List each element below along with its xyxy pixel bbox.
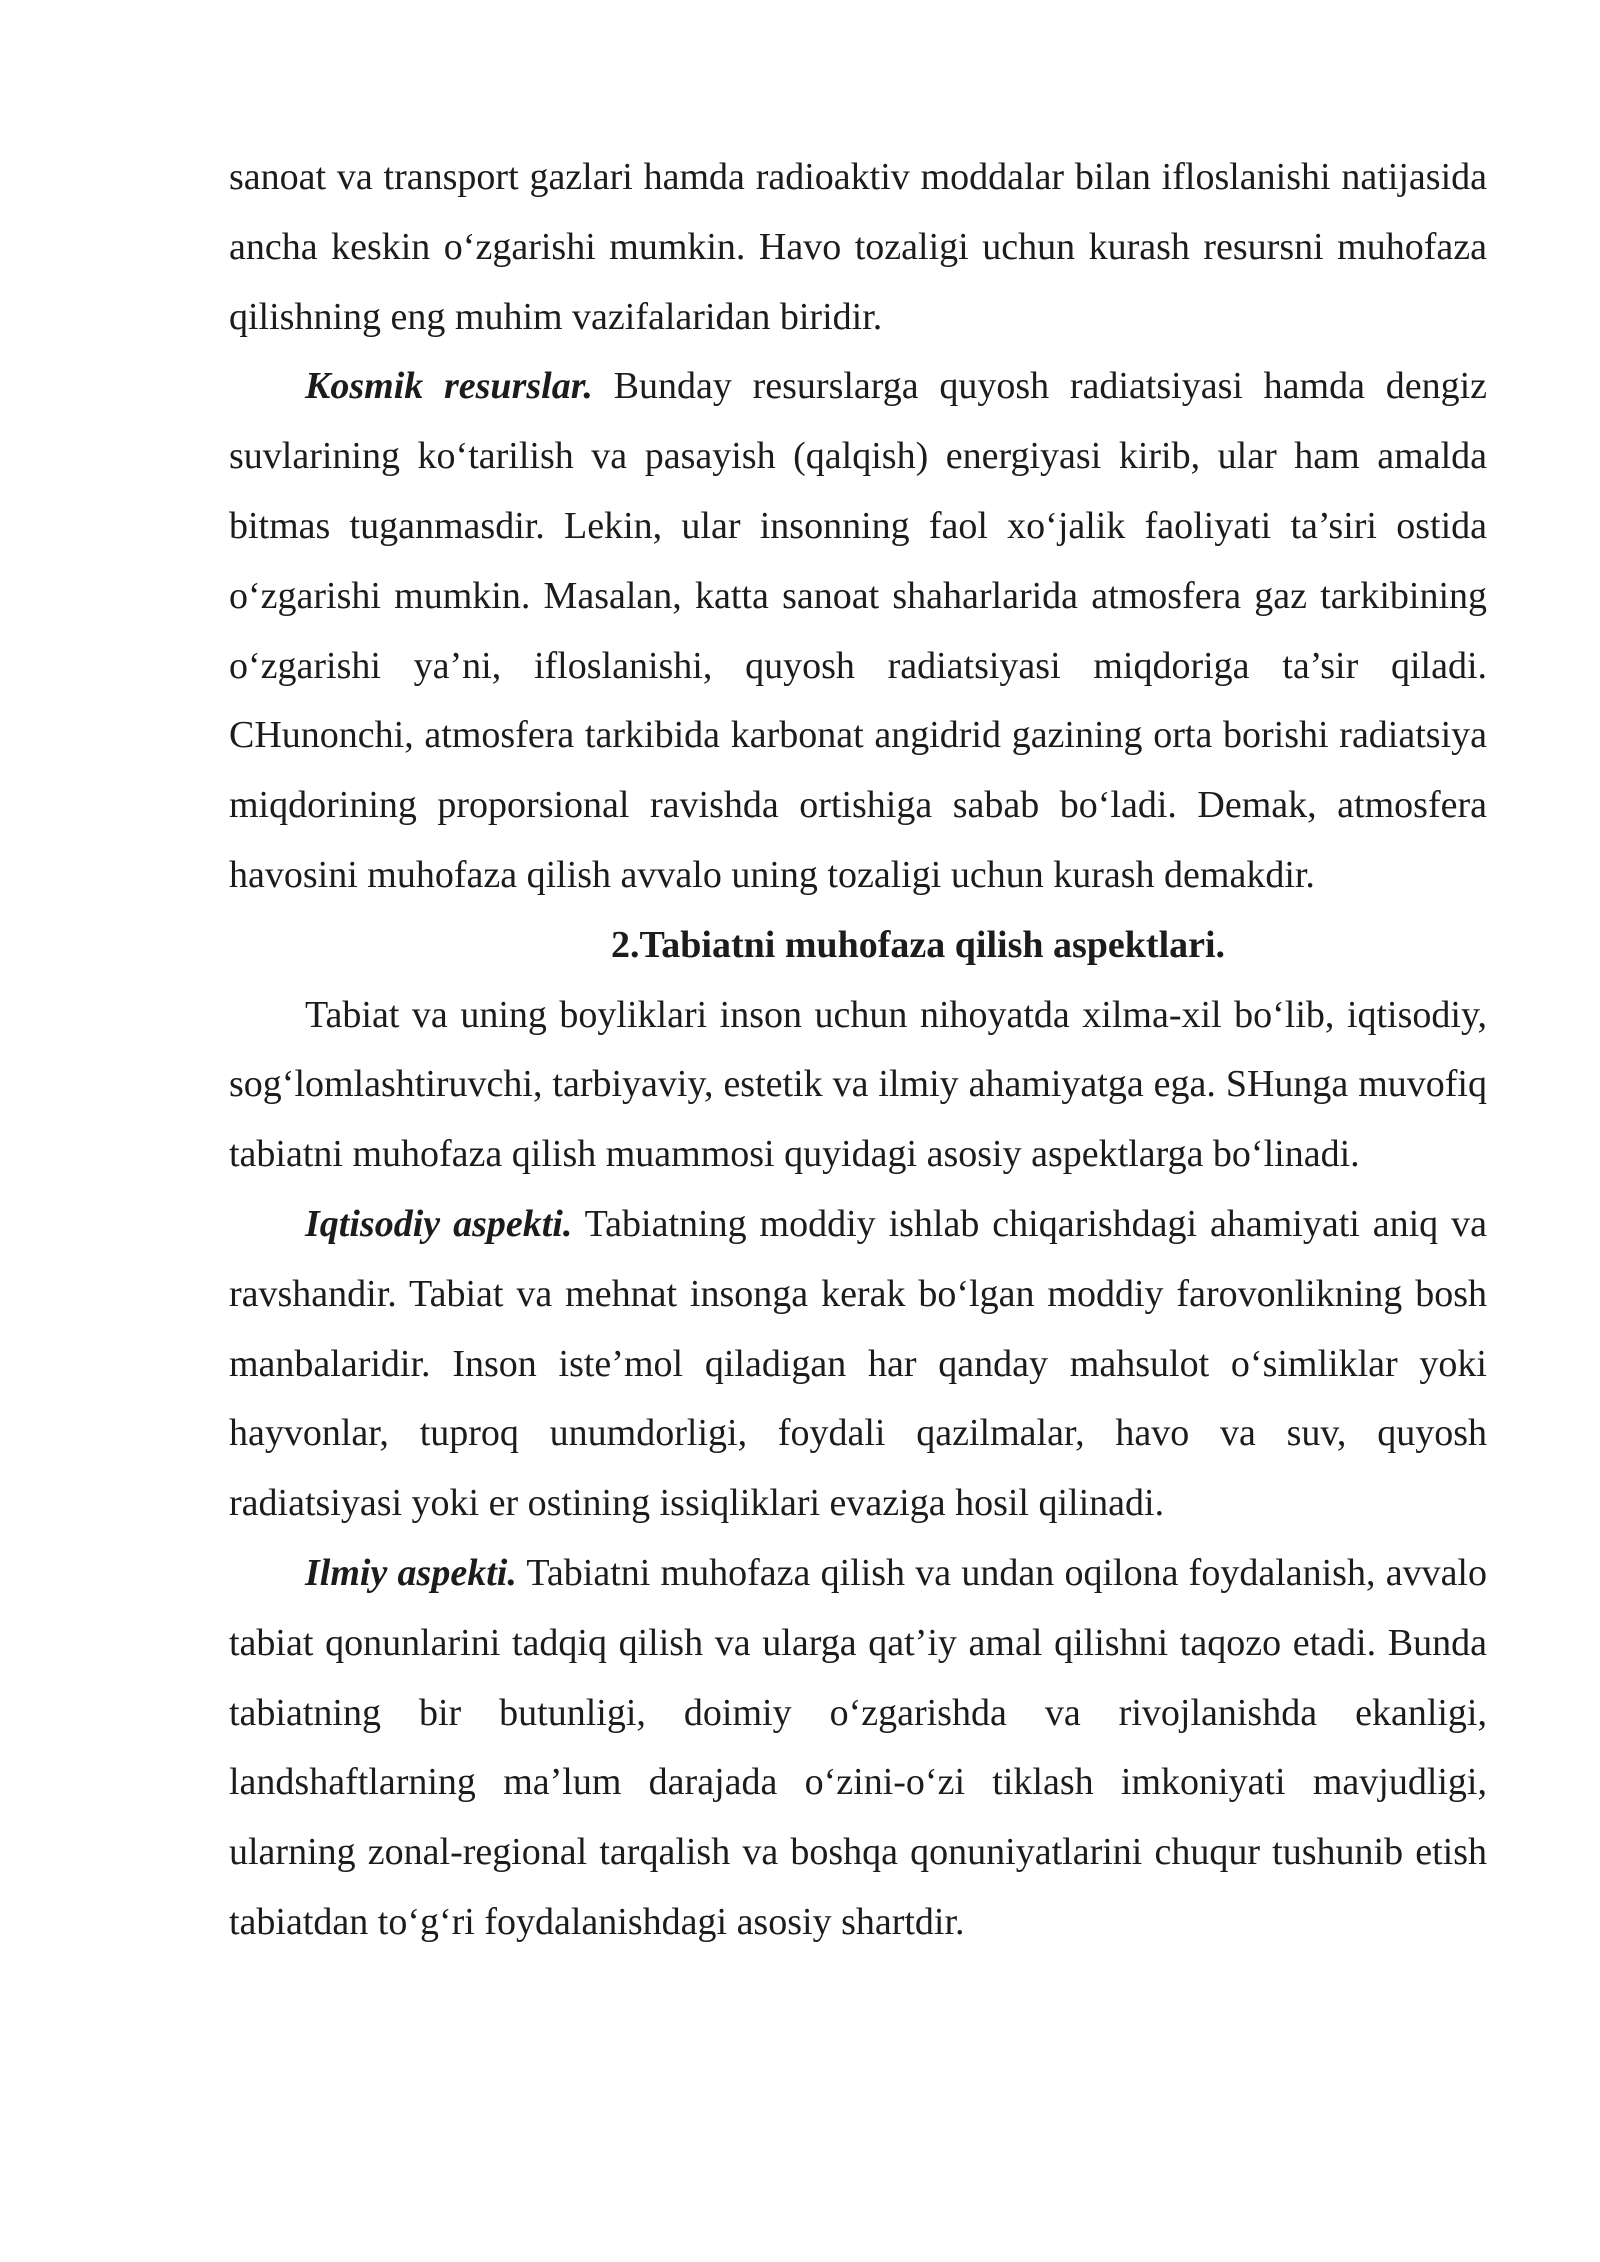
economic-aspect-title: Iqtisodiy aspekti.: [305, 1202, 573, 1245]
document-page: [229, 143, 1487, 1958]
paragraph-cosmic-resources: [229, 352, 1487, 910]
paragraph-scientific-aspect: [229, 1539, 1487, 1958]
cosmic-resources-text: Bunday resurslarga quyosh radiatsiyasi hamda dengiz suvlarining ko‘tarilish va pasayish (qalqish) energiyasi kirib, ular ham amalda bitmas tuganmasdir. Lekin, ular insonning faol xo‘jalik faoliyati ta’siri ostida o‘zgarishi mumkin. Masalan, katta sanoat shaharlarida atmosfera gaz tarkibining o‘zgarishi ya’ni, ifloslanishi, quyosh radiatsiyasi miqdoriga ta’sir qiladi. CHunonchi, atmosfera tarkibida karbonat angidrid gazining orta borishi radiatsiya miqdorining proporsional ravishda ortishiga sabab bo‘ladi. Demak, atmosfera havosini muhofaza qilish avvalo uning tozaligi uchun kurash demakdir.: [229, 365, 1488, 896]
paragraph-air-cleanliness: sanoat va transport gazlari hamda radioaktiv moddalar bilan ifloslanishi natijasida ancha keskin o‘zgarishi mumkin. Havo tozaligi uchun kurash resursni muhofaza qilishning eng muhim vazifalaridan biridir.: [229, 156, 1487, 338]
paragraph-economic-aspect: [229, 1190, 1487, 1539]
paragraph-aspects-intro: Tabiat va uning boyliklari inson uchun nihoyatda xilma-xil bo‘lib, iqtisodiy, sog‘lomlashtiruvchi, tarbiyaviy, estetik va ilmiy ahamiyatga ega. SHunga muvofiq tabiatni muhofaza qilish muammosi quyidagi asosiy aspektlarga bo‘linadi.: [229, 993, 1487, 1176]
scientific-aspect-title: Ilmiy aspekti.: [305, 1551, 517, 1594]
scientific-aspect-text: Tabiatni muhofaza qilish va undan oqilona foydalanish, avvalo tabiat qonunlarini tadqiq qilish va ularga qat’iy amal qilishni taqozo etadi. Bunda tabiatning bir butunligi, doimiy o‘zgarishda va rivojlanishda ekanligi, landshaftlarning ma’lum darajada o‘zini-o‘zi tiklash imkoniyati mavjudligi, ularning zonal-regional tarqalish va boshqa qonuniyatlarini chuqur tushunib etish tabiatdan to‘g‘ri foydalanishdagi asosiy shartdir.: [229, 1551, 1487, 1943]
section-heading: 2.Tabiatni muhofaza qilish aspektlari.: [610, 923, 1226, 966]
cosmic-resources-title: Kosmik resurslar.: [305, 365, 593, 408]
economic-aspect-text: Tabiatning moddiy ishlab chiqarishdagi ahamiyati aniq va ravshandir. Tabiat va mehnat insonga kerak bo‘lgan moddiy farovonlikning bosh manbalaridir. Inson iste’mol qiladigan har qanday mahsulot o‘simliklar yoki hayvonlar, tuproq unumdorligi, foydali qazilmalar, havo va suv, quyosh radiatsiyasi yoki er ostining issiqliklari evaziga hosil qilinadi.: [229, 1202, 1487, 1525]
